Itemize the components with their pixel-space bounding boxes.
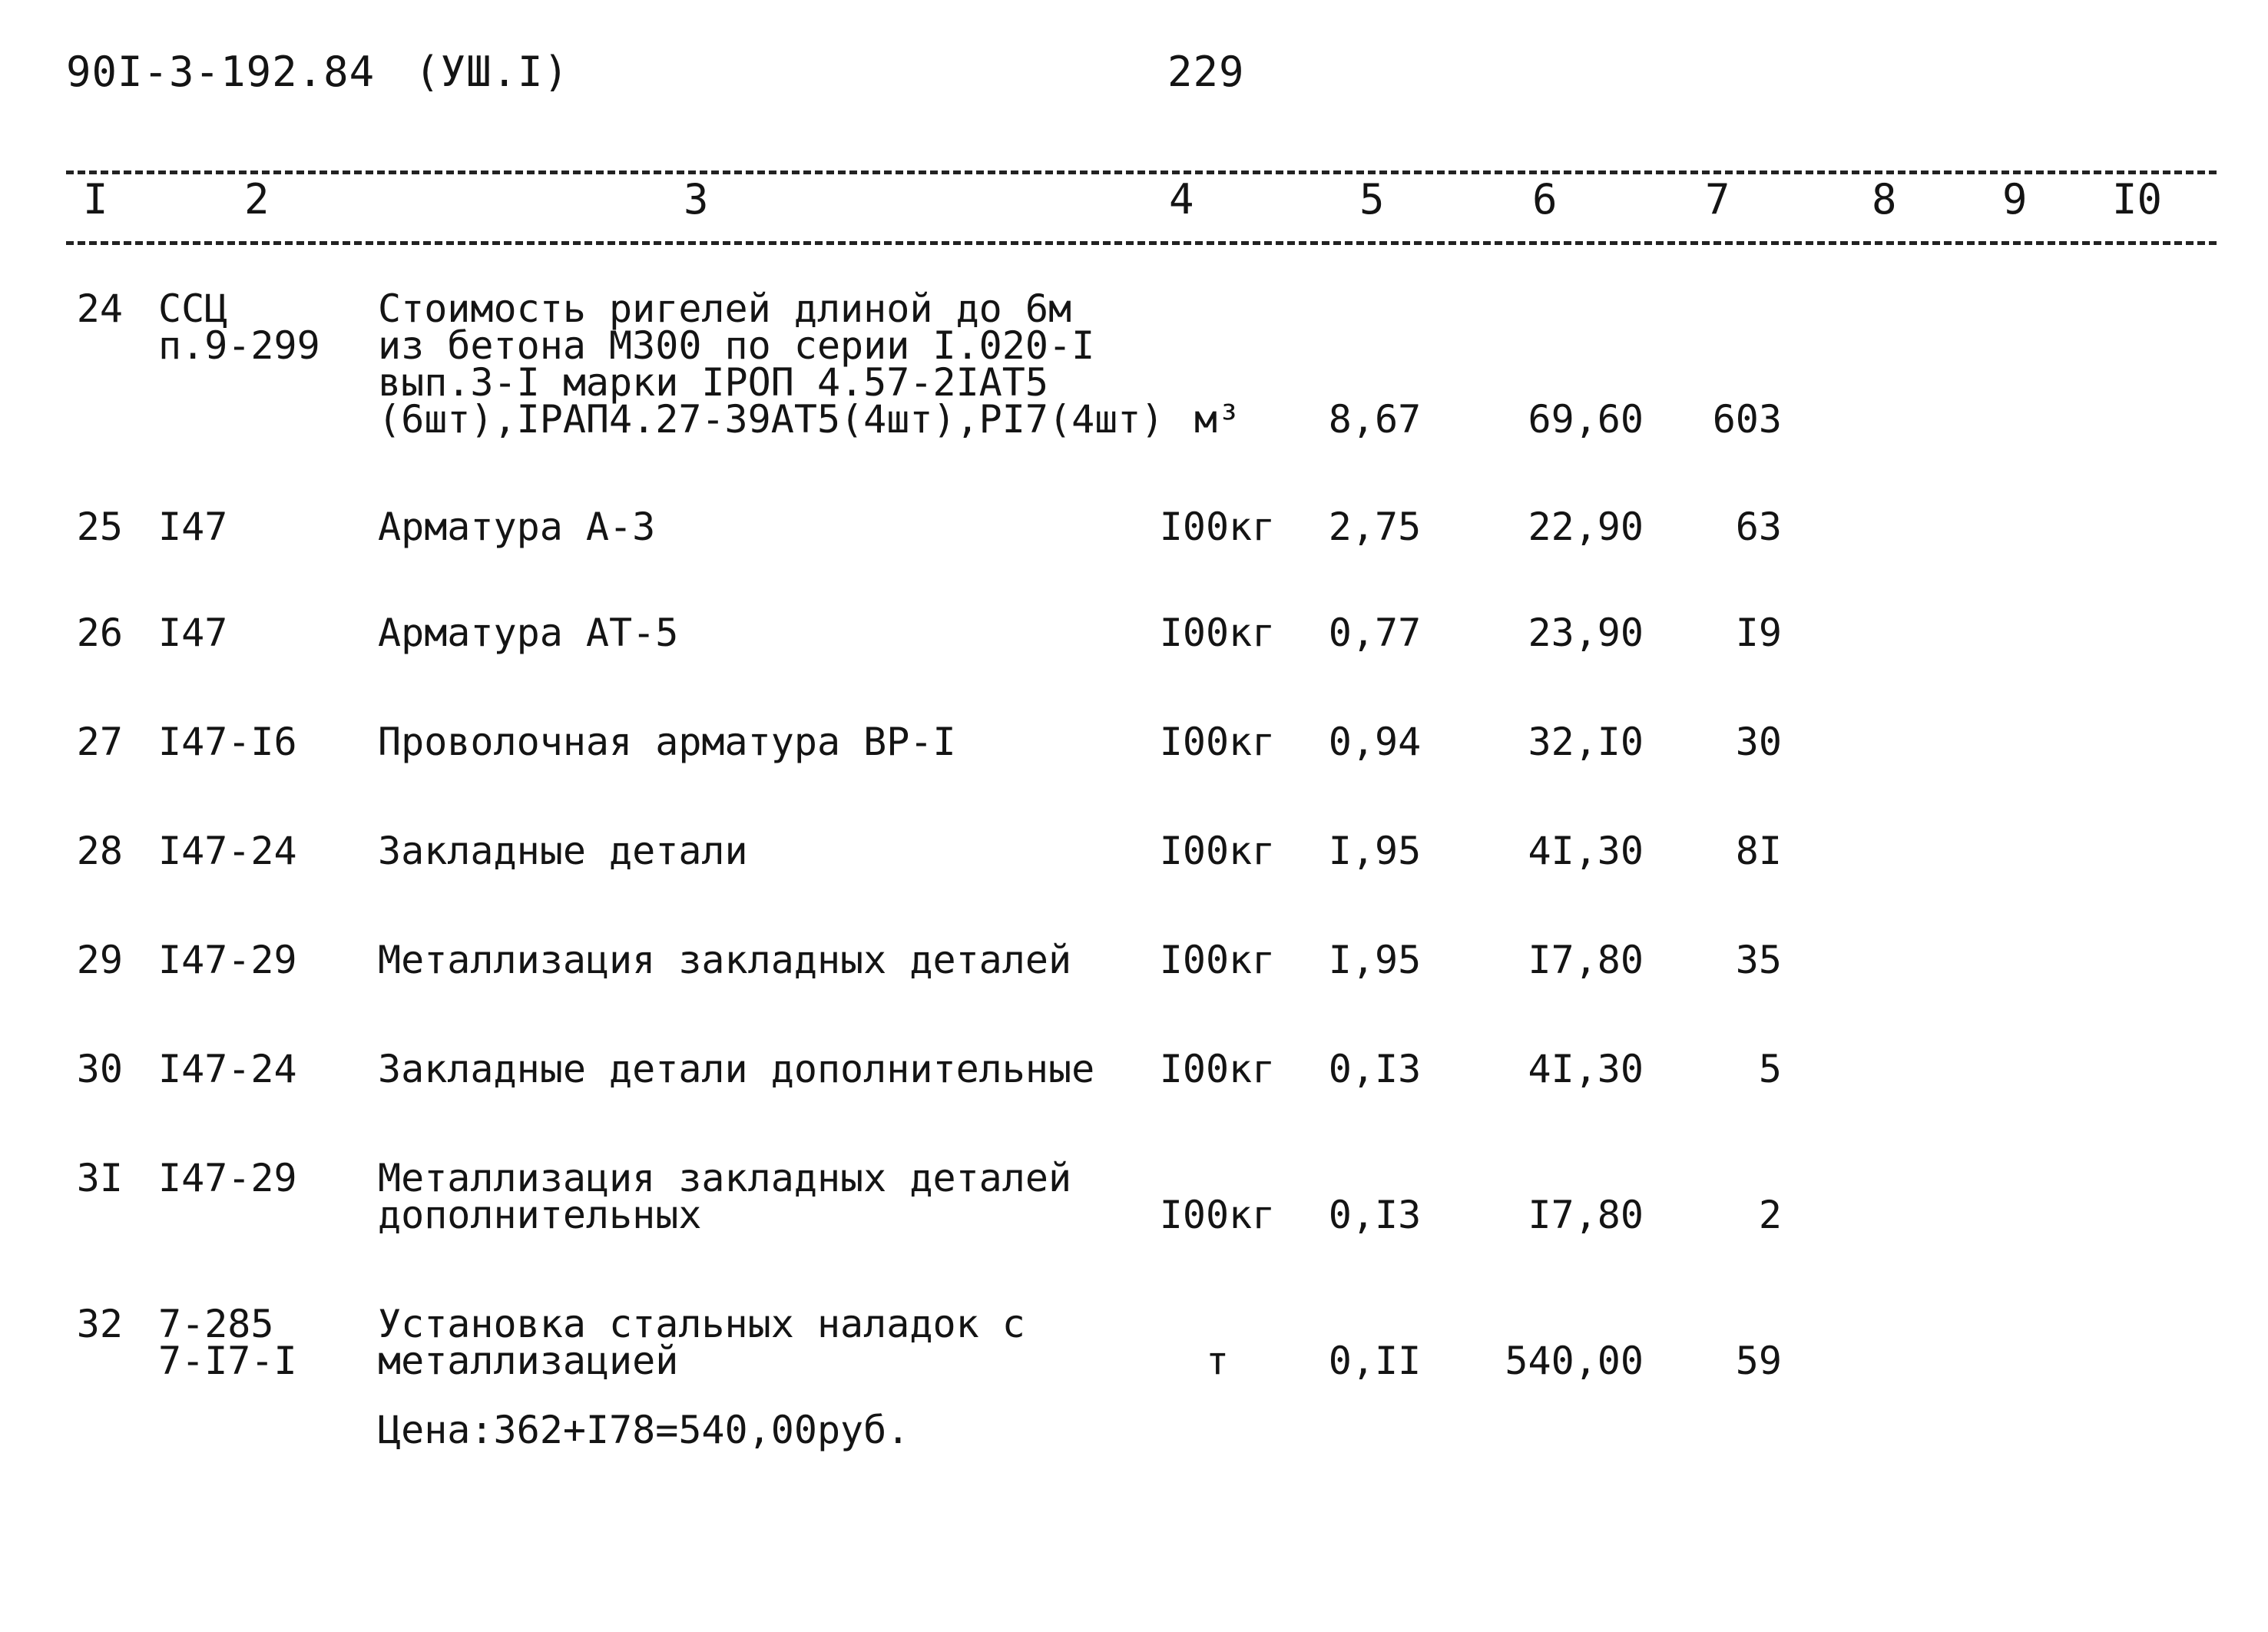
row-code-line: I47 [158,611,228,655]
row-number: 29 [76,938,123,982]
row-quantity: 0,I3 [1328,1193,1422,1237]
row-unit: I00кг [1159,1193,1276,1237]
row-unit-price: I7,80 [1528,938,1644,982]
row-code-line: I47-24 [158,1047,297,1091]
column-number: 5 [1359,175,1385,223]
row-total: I9 [1735,611,1782,655]
row-code [158,829,297,873]
row-total: 8I [1735,829,1782,873]
row-number: 25 [76,505,123,549]
column-number: 2 [244,175,270,223]
row-description [378,1156,1072,1237]
row-description-line: Закладные детали [378,829,748,873]
row-code-line: 7-I7-I [158,1339,297,1383]
row-description-line: Металлизация закладных деталей [378,1156,1072,1200]
row-description [378,611,679,655]
row-code-line: I47-I6 [158,720,297,764]
row-unit: м³ [1194,397,1241,442]
row-total: 59 [1735,1339,1782,1383]
row-code-line: I47-29 [158,938,297,982]
row-unit-price: 4I,30 [1528,1047,1644,1091]
row-number: 26 [76,611,123,655]
column-number: 4 [1169,175,1194,223]
row-code-line: I47-24 [158,829,297,873]
row-quantity: I,95 [1328,829,1422,873]
row-description-line: Закладные детали дополнительные [378,1047,1095,1091]
row-quantity: I,95 [1328,938,1422,982]
page-number: 229 [1167,48,1245,96]
row-unit-price: I7,80 [1528,1193,1644,1237]
row-unit-price: 4I,30 [1528,829,1644,873]
row-code-line: 7-285 [158,1302,274,1346]
row-quantity: 0,77 [1328,611,1422,655]
row-number: 27 [76,720,123,764]
row-code [158,1302,297,1383]
row-total: 603 [1712,397,1782,442]
row-unit: I00кг [1159,720,1276,764]
row-unit-price: 69,60 [1528,397,1644,442]
column-number: 9 [2002,175,2028,223]
row-code [158,1156,297,1200]
row-description-line: вып.3-I марки IРОП 4.57-2IАТ5 [378,360,1048,405]
row-description [378,829,748,873]
row-description-line: Проволочная арматура ВР-I [378,720,956,764]
column-number: I [83,175,108,223]
row-quantity: 0,II [1328,1339,1422,1383]
row-description [378,505,656,549]
row-unit: I00кг [1159,1047,1276,1091]
row-description [378,720,956,764]
row-unit-price: 23,90 [1528,611,1644,655]
document-code: 90I-3-192.84 [66,48,376,96]
row-code [158,611,228,655]
column-number: 3 [684,175,709,223]
row-description-line: Стоимость ригелей длиной до 6м [378,286,1072,331]
row-quantity: 2,75 [1328,505,1422,549]
row-code-line: п.9-299 [158,323,320,368]
row-unit: I00кг [1159,938,1276,982]
row-unit: I00кг [1159,829,1276,873]
row-description [378,1302,1025,1383]
row-total: 35 [1735,938,1782,982]
row-quantity: 0,I3 [1328,1047,1422,1091]
header-rule-top [66,170,2217,174]
row-description [378,938,1072,982]
row-description-line: Арматура А-3 [378,505,656,549]
row-code-line: I47 [158,505,228,549]
row-quantity: 0,94 [1328,720,1422,764]
row-number: 28 [76,829,123,873]
row-code [158,505,228,549]
row-number: 32 [76,1302,123,1346]
row-quantity: 8,67 [1328,397,1422,442]
row-description-line: Арматура АТ-5 [378,611,679,655]
row-unit-price: 540,00 [1505,1339,1644,1383]
row-description-line: из бетона М300 по серии I.020-I [378,323,1095,368]
row-description-line: дополнительных [378,1193,702,1237]
row-number: 24 [76,286,123,331]
row-total: 2 [1758,1193,1782,1237]
row-unit: т [1205,1339,1230,1383]
row-description [378,286,1164,442]
row-code-line: ССЦ [158,286,228,331]
row-description [378,1047,1095,1091]
row-description-line: металлизацией [378,1339,679,1383]
row-description-line: (6шт),IРАП4.27-39АТ5(4шт),РI7(4шт) [378,397,1164,442]
header-rule-bottom [66,241,2217,245]
document-sheet: (УШ.I) [415,48,570,96]
row-number: 30 [76,1047,123,1091]
column-number: 7 [1705,175,1730,223]
row-code-line: I47-29 [158,1156,297,1200]
row-description-line: Установка стальных наладок с [378,1302,1025,1346]
row-unit-price: 32,I0 [1528,720,1644,764]
row-code [158,938,297,982]
row-unit: I00кг [1159,505,1276,549]
row-total: 30 [1735,720,1782,764]
price-note: Цена:362+I78=540,00руб. [378,1408,910,1452]
row-unit: I00кг [1159,611,1276,655]
row-code [158,720,297,764]
column-number: I0 [2112,175,2163,223]
row-total: 5 [1758,1047,1782,1091]
row-unit-price: 22,90 [1528,505,1644,549]
column-number: 8 [1872,175,1897,223]
column-number: 6 [1532,175,1558,223]
row-number: 3I [76,1156,123,1200]
row-description-line: Металлизация закладных деталей [378,938,1072,982]
row-code [158,1047,297,1091]
row-total: 63 [1735,505,1782,549]
row-code [158,286,320,368]
